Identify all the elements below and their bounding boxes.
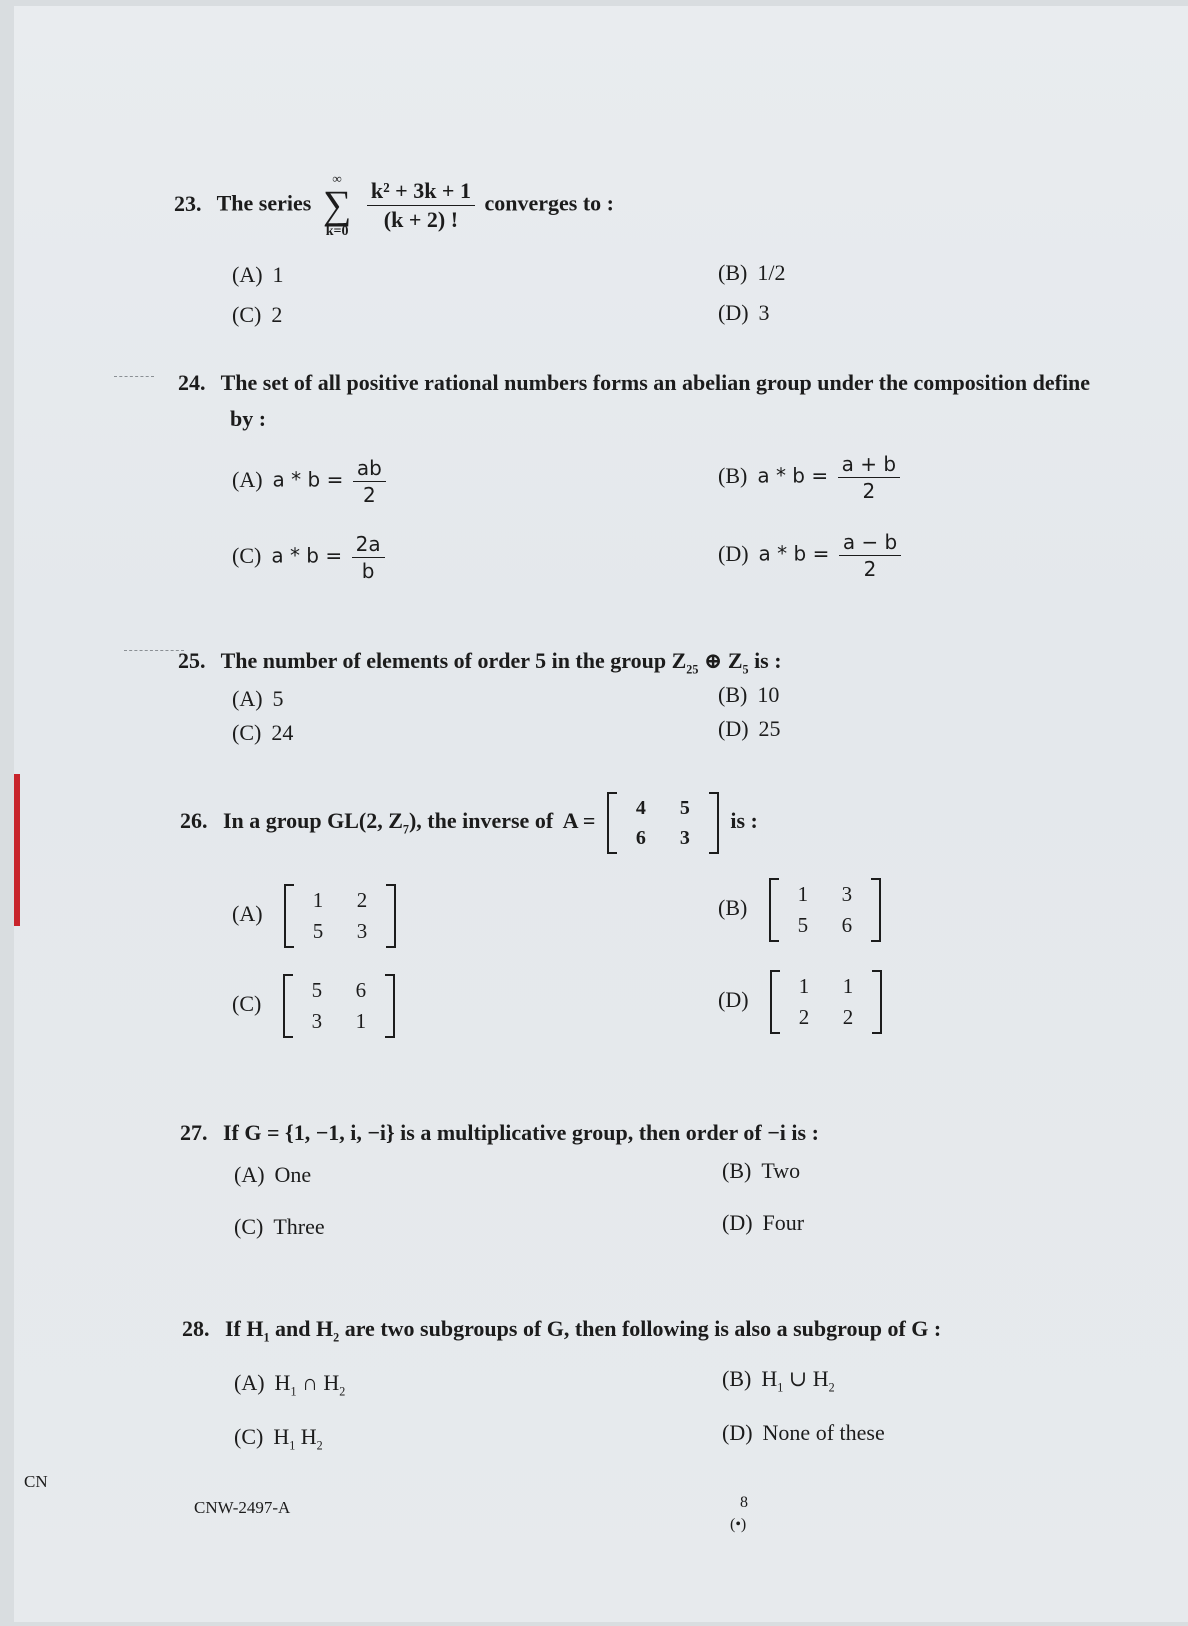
question-text: In a group GL(2, $Z_7$), the inverse of: [223, 808, 554, 837]
question-27: [180, 1122, 819, 1144]
margin-mark: CN: [24, 1472, 48, 1491]
matrix-a: 4 5 6 3: [607, 792, 719, 854]
question-text: The series: [216, 190, 312, 216]
option-d: (D) None of these: [722, 1420, 885, 1445]
question-text: The number of elements of order 5 in the group: [220, 648, 667, 673]
option-b: (B) 1 3 5 6: [718, 878, 881, 942]
option-b: (B) 10: [718, 682, 780, 707]
question-number: 28.: [182, 1316, 210, 1341]
question-number: 27.: [180, 1120, 208, 1145]
option-a: (A) 1: [232, 262, 284, 287]
option-a: (A) $H_1$ ∩ $H_2$: [234, 1370, 346, 1399]
question-24-continued: by :: [230, 406, 267, 431]
option-b: (B) 1/2: [718, 260, 786, 285]
option-d: (D) 1 1 2 2: [718, 970, 882, 1034]
option-d: (D) 25: [718, 716, 781, 741]
question-text: If $H_1$ and $H_2$ are two subgroups of G, then following is also a subgroup of G :: [225, 1316, 942, 1345]
stray-dash-mark: [124, 650, 184, 651]
question-26: 26. In a group GL(2, $Z_7$), the inverse of A = 4 5 6 3 is :: [180, 792, 758, 854]
question-number: 23.: [174, 190, 202, 216]
question-number: 25.: [178, 648, 206, 673]
question-23: [174, 172, 614, 239]
option-c: (C) a * b = $\frac{2a}{b}$: [232, 534, 389, 581]
option-a: (A) One: [234, 1162, 312, 1187]
question-25: 25. The number of elements of order 5 in the group $Z_{25}$ ⊕ $Z_5$ is :: [178, 648, 782, 677]
option-c: (C) 2: [232, 302, 283, 327]
option-d: (D) Four: [722, 1210, 805, 1235]
option-c: (C) Three: [234, 1214, 325, 1239]
option-a: (A) a * b = $\frac{ab}{2}$: [232, 458, 390, 505]
option-b: (B) a * b = $\frac{a + b}{2}$: [718, 454, 904, 501]
question-28: [182, 1318, 941, 1343]
page-mark: (•): [730, 1516, 747, 1533]
question-24: [178, 372, 1090, 394]
red-edge-strip: [14, 774, 20, 926]
question-text: The set of all positive rational numbers forms an abelian group under the composition define: [220, 370, 1091, 395]
option-c: (C) 5 6 3 1: [232, 974, 395, 1038]
option-d: (D) 3: [718, 300, 770, 325]
group-expression: $Z_{25}$ ⊕ $Z_5$: [671, 648, 749, 677]
option-a: (A) 1 2 5 3: [232, 884, 396, 948]
option-d: (D) a * b = $\frac{a - b}{2}$: [718, 532, 905, 579]
option-c: (C) 24: [232, 720, 294, 745]
question-text: If G = {1, −1, i, −i} is a multiplicative group, then order of −i is :: [223, 1120, 819, 1145]
question-number: 24.: [178, 370, 206, 395]
exam-page: [14, 6, 1188, 1622]
option-b: (B) $H_1$ ∪ $H_2$: [722, 1366, 835, 1395]
series-fraction: $\frac{\text{k² + 3k + 1}}{(k + 2) !}$: [367, 180, 475, 231]
summation-symbol: ∞ ∑ k=0: [322, 171, 352, 239]
question-text: converges to :: [484, 190, 614, 216]
paper-code: CNW-2497-A: [194, 1498, 291, 1517]
option-a: (A) 5: [232, 686, 284, 711]
stray-dash-mark: [114, 376, 154, 377]
question-number: 26.: [180, 808, 208, 834]
page-number: 8: [740, 1494, 748, 1511]
option-c: (C) $H_1$ $H_2$: [234, 1424, 323, 1453]
option-b: (B) Two: [722, 1158, 801, 1183]
